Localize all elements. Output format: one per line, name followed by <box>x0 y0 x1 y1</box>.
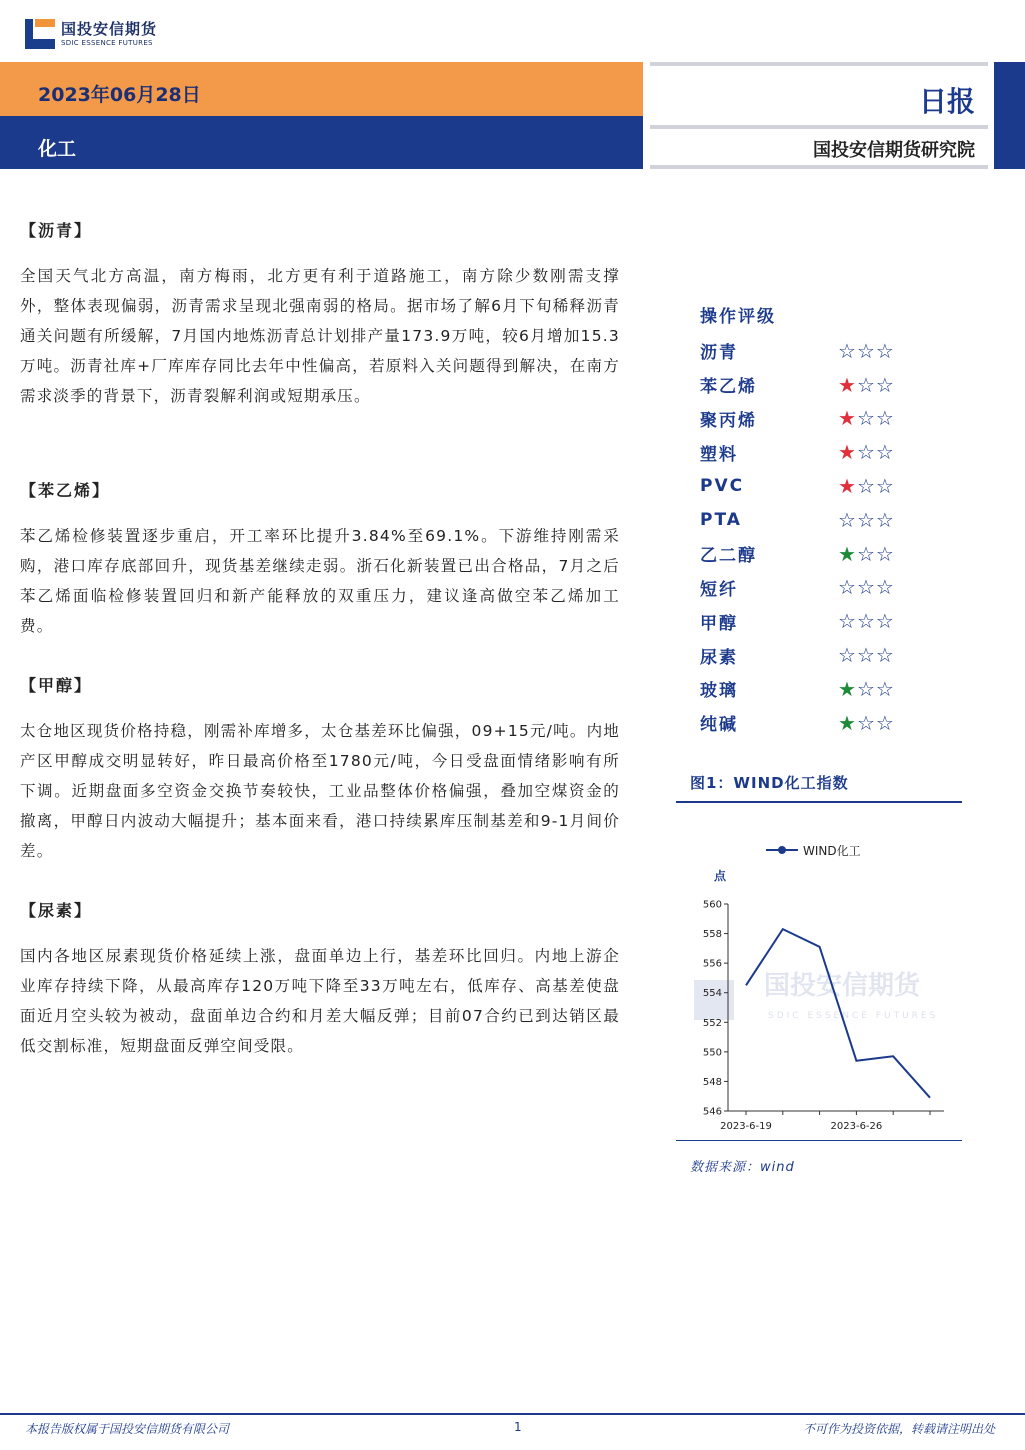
institute-name: 国投安信期货研究院 <box>813 140 975 161</box>
star-filled-icon: ★ <box>838 676 856 701</box>
y-tick-label: 546 <box>702 1106 722 1118</box>
star-outline-icon: ☆ <box>856 676 875 701</box>
star-outline-icon: ☆ <box>856 609 875 634</box>
rating-row <box>700 537 920 571</box>
star-filled-icon: ★ <box>838 474 856 499</box>
y-tick-label: 560 <box>702 899 722 911</box>
section-urea <box>20 898 620 1061</box>
rating-stars <box>838 541 895 566</box>
watermark-text-cn: 国投安信期货 <box>764 971 921 1001</box>
star-filled-icon: ★ <box>838 710 856 735</box>
star-outline-icon: ☆ <box>856 338 875 363</box>
star-outline-icon: ☆ <box>875 507 894 532</box>
rating-row <box>700 706 920 740</box>
section-title: 【苯乙烯】 <box>20 481 111 500</box>
rating-stars <box>838 372 895 397</box>
rating-stars <box>838 507 895 532</box>
rating-row <box>700 638 920 672</box>
star-outline-icon: ☆ <box>875 710 894 735</box>
star-filled-icon: ★ <box>838 440 856 465</box>
rating-row <box>700 435 920 469</box>
star-outline-icon: ☆ <box>875 474 894 499</box>
star-outline-icon: ☆ <box>856 575 875 600</box>
x-tick-label: 2023-6-26 <box>830 1121 883 1132</box>
rating-stars <box>838 440 895 465</box>
star-outline-icon: ☆ <box>838 338 856 363</box>
ratings-title: 操作评级 <box>700 307 776 327</box>
rating-product-name: 玻璃 <box>700 681 738 702</box>
star-outline-icon: ☆ <box>875 643 894 668</box>
star-outline-icon: ☆ <box>875 541 894 566</box>
figure-rule <box>676 1140 962 1141</box>
y-tick-label: 556 <box>702 958 722 970</box>
operation-ratings <box>700 300 920 740</box>
x-tick-label: 2023-6-19 <box>720 1121 772 1132</box>
legend-marker <box>778 846 786 854</box>
star-outline-icon: ☆ <box>856 643 875 668</box>
rating-product-name: PVC <box>700 476 745 497</box>
rating-stars <box>838 575 895 600</box>
section-styrene <box>20 478 620 641</box>
section-asphalt <box>20 218 620 411</box>
y-tick-label: 554 <box>702 988 722 1000</box>
star-outline-icon: ☆ <box>856 541 875 566</box>
section-title: 【甲醇】 <box>20 676 93 695</box>
star-outline-icon: ☆ <box>838 609 856 634</box>
star-outline-icon: ☆ <box>875 372 894 397</box>
rating-row <box>700 604 920 638</box>
rating-stars <box>838 710 895 735</box>
header-rule <box>650 62 988 66</box>
footer-rule <box>0 1413 1025 1415</box>
y-tick-label: 550 <box>702 1047 722 1059</box>
star-outline-icon: ☆ <box>838 575 856 600</box>
y-tick-label: 548 <box>702 1076 722 1088</box>
page-number: 1 <box>514 1420 522 1434</box>
header-rule <box>650 165 988 169</box>
report-category: 化工 <box>38 138 77 160</box>
figure-rule <box>676 801 962 803</box>
rating-row <box>700 402 920 436</box>
section-body: 苯乙烯检修装置逐步重启，开工率环比提升3.84%至69.1%。下游维持刚需采购，港口库存底部回升，现货基差继续走弱。浙石化新装置已出合格品，7月之后苯乙烯面临检修装置回归和新产能释放的双重压力，建议逢高做空苯乙烯加工费。 <box>20 527 620 635</box>
rating-row <box>700 469 920 503</box>
report-type: 日报 <box>918 85 975 118</box>
rating-stars <box>838 643 895 668</box>
rating-stars <box>838 406 895 431</box>
star-filled-icon: ★ <box>838 372 856 397</box>
y-tick-label: 558 <box>702 929 722 941</box>
section-title: 【尿素】 <box>20 901 93 920</box>
brand-name-en: SDIC ESSENCE FUTURES <box>61 38 153 47</box>
rating-product-name: 苯乙烯 <box>700 377 757 398</box>
rating-product-name: 乙二醇 <box>700 546 757 567</box>
y-tick-label: 552 <box>702 1017 722 1029</box>
header-blue-band <box>0 116 643 169</box>
footer-disclaimer: 不可作为投资依据，转载请注明出处 <box>802 1422 995 1436</box>
rating-stars <box>838 676 895 701</box>
wind-chemical-index-chart <box>676 830 962 1135</box>
star-filled-icon: ★ <box>838 541 856 566</box>
rating-row <box>700 368 920 402</box>
watermark-text-en: SDIC ESSENCE FUTURES <box>768 1011 939 1021</box>
report-date: 2023年06月28日 <box>38 84 201 106</box>
data-source: 数据来源：wind <box>690 1160 795 1175</box>
rating-stars <box>838 609 895 634</box>
logo-icon <box>25 19 55 49</box>
footer-copyright: 本报告版权属于国投安信期货有限公司 <box>25 1422 230 1436</box>
star-outline-icon: ☆ <box>875 676 894 701</box>
star-outline-icon: ☆ <box>856 406 875 431</box>
rating-product-name: 沥青 <box>700 343 738 364</box>
section-body: 全国天气北方高温，南方梅雨，北方更有利于道路施工，南方除少数刚需支撑外，整体表现偏弱，沥青需求呈现北强南弱的格局。据市场了解6月下旬稀释沥青通关问题有所缓解，7月国内地炼沥青总计划排产量173.9万吨，较6月增加15.3万吨。沥青社库+厂库库存同比去年中性偏高，若原料入关问题得到解决，在南方需求淡季的背景下，沥青裂解利润或短期承压。 <box>20 267 620 405</box>
star-outline-icon: ☆ <box>875 440 894 465</box>
rating-row <box>700 334 920 368</box>
star-outline-icon: ☆ <box>875 406 894 431</box>
rating-product-name: PTA <box>700 509 742 530</box>
rating-row <box>700 571 920 605</box>
star-outline-icon: ☆ <box>856 474 875 499</box>
rating-product-name: 尿素 <box>700 647 738 668</box>
rating-row <box>700 672 920 706</box>
header-rule <box>650 125 988 129</box>
legend-label: WIND化工 <box>803 844 861 858</box>
figure-title: 图1：WIND化工指数 <box>690 774 849 792</box>
star-outline-icon: ☆ <box>875 609 894 634</box>
header-side-block <box>994 62 1025 169</box>
section-body: 太仓地区现货价格持稳，刚需补库增多，太仓基差环比偏强，09+15元/吨。内地产区甲醇成交明显转好，昨日最高价格至1780元/吨，今日受盘面情绪影响有所下调。近期盘面多空资金交换节奏较快，工业品整体价格偏强，叠加空煤资金的撤离，甲醇日内波动大幅提升；基本面来看，港口持续累库压制基差和9-1月间价差。 <box>20 722 620 860</box>
star-filled-icon: ★ <box>838 406 856 431</box>
rating-product-name: 塑料 <box>700 444 738 465</box>
rating-row <box>700 503 920 537</box>
star-outline-icon: ☆ <box>856 372 875 397</box>
rating-product-name: 纯碱 <box>700 715 738 736</box>
star-outline-icon: ☆ <box>838 643 856 668</box>
section-body: 国内各地区尿素现货价格延续上涨，盘面单边上行，基差环比回归。内地上游企业库存持续下降，从最高库存120万吨下降至33万吨左右，低库存、高基差使盘面近月空头较为被动，盘面单边合约和月差大幅反弹；目前07合约已到达销区最低交割标准，短期盘面反弹空间受限。 <box>20 947 620 1055</box>
rating-product-name: 甲醇 <box>700 613 738 634</box>
section-methanol <box>20 673 620 866</box>
y-axis-label: 点 <box>714 869 727 883</box>
star-outline-icon: ☆ <box>856 507 875 532</box>
star-outline-icon: ☆ <box>875 338 894 363</box>
rating-product-name: 聚丙烯 <box>700 410 757 431</box>
brand-logo <box>25 18 157 50</box>
star-outline-icon: ☆ <box>856 440 875 465</box>
rating-product-name: 短纤 <box>700 579 738 600</box>
rating-stars <box>838 338 895 363</box>
star-outline-icon: ☆ <box>875 575 894 600</box>
star-outline-icon: ☆ <box>856 710 875 735</box>
section-title: 【沥青】 <box>20 221 93 240</box>
rating-stars <box>838 474 895 499</box>
brand-name-cn: 国投安信期货 <box>61 19 158 38</box>
star-outline-icon: ☆ <box>838 507 856 532</box>
